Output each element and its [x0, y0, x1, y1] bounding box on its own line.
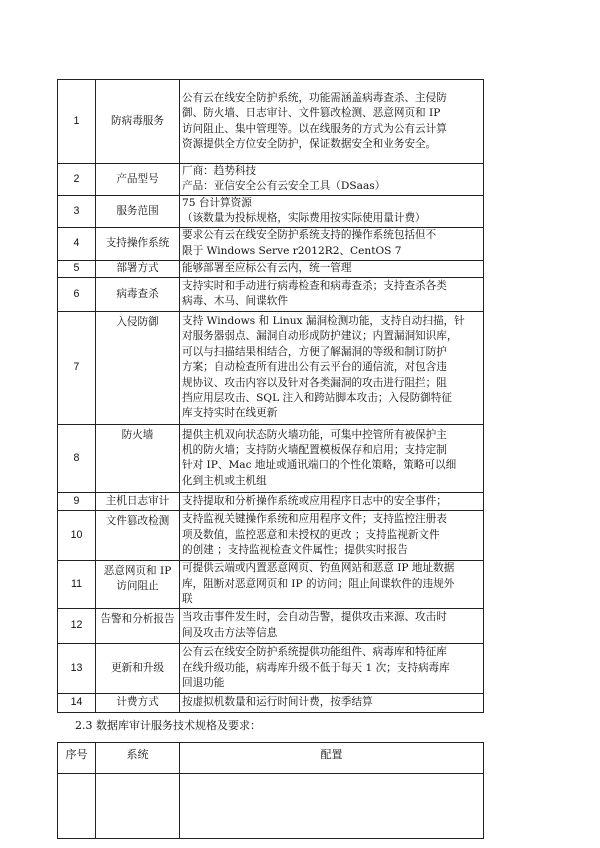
row-description-line: 对服务器弱点、漏洞自动形成防护建议；内置漏洞知识库， — [182, 330, 458, 343]
row-description-line: 针对 IP、Mac 地址或通讯端口的个性化策略，策略可以细 — [182, 459, 457, 472]
table-row — [58, 277, 484, 311]
row-name-line: 恶意网页和 IP — [103, 564, 172, 577]
table-row — [58, 643, 484, 693]
table-row — [58, 492, 484, 510]
row-description — [180, 80, 484, 164]
row-description-line: 提供主机双向状态防火墙功能，可集中控管所有被保护主 — [182, 428, 447, 441]
table-row — [58, 195, 484, 227]
row-description-line: 项及数值，监控恶意和未授权的更改 ；支持监视新文件 — [182, 528, 440, 541]
row-name-line: 入侵防御 — [116, 315, 159, 328]
table-row — [58, 510, 484, 560]
row-description-line: 能够部署至应标公有云内，统一管理 — [182, 262, 352, 275]
row-name — [96, 195, 180, 227]
row-description-line: 机的防火墙；支持防火墙配置模板保存和启用；支持定制 — [182, 443, 447, 456]
row-description-line: 厂商：趋势科技 — [182, 165, 257, 177]
row-description — [180, 510, 484, 560]
section-title: 2.3 数据库审计服务技术规格及要求： — [75, 719, 261, 732]
table-row — [58, 164, 484, 196]
row-description-line: 库支持实时在线更新 — [182, 407, 278, 420]
row-description-line: （该数量为投标规格，实际费用按实际使用量计费） — [182, 212, 426, 225]
row-description-line: 公有云在线安全防护系统提供功能组件、病毒库和特征库 — [182, 646, 447, 659]
row-description-line: 联 — [182, 593, 193, 606]
row-name-line: 部署方式 — [116, 262, 159, 275]
row-name — [96, 80, 180, 164]
table-row — [58, 260, 484, 277]
row-number: 7 — [58, 311, 96, 424]
row-description — [180, 608, 484, 643]
spec-table — [57, 79, 484, 713]
row-number: 13 — [58, 643, 96, 693]
row-description-line: 规协议、攻击内容以及针对各类漏洞的攻击进行阻拦；阻 — [182, 376, 447, 389]
row-name — [96, 311, 180, 424]
row-number: 6 — [58, 277, 96, 311]
row-description-line: 当攻击事件发生时，会自动告警，提供攻击来源、攻击时 — [182, 611, 447, 624]
row-description-line: 可提供云端或内置恶意网页、钓鱼网站和恶意 IP 地址数据 — [182, 562, 455, 575]
row-name — [96, 492, 180, 510]
row-description-line: 在线升级功能，病毒库升级不低于每天 1 次；支持病毒库 — [182, 661, 450, 674]
row-description-line: 限于 Windows Serve r2012R2、CentOS 7 — [182, 244, 402, 257]
row-description-line: 75 台计算资源 — [182, 196, 252, 209]
row-description-line: 病毒、木马、间谍软件 — [182, 295, 288, 308]
row-name — [96, 164, 180, 196]
row-number: 9 — [58, 492, 96, 510]
row-name — [96, 643, 180, 693]
table-row — [58, 80, 484, 164]
row-number: 11 — [58, 560, 96, 608]
header-system: 系统 — [96, 743, 180, 774]
table-row — [58, 693, 484, 712]
row-description — [180, 260, 484, 277]
row-name — [96, 227, 180, 260]
row-number: 8 — [58, 424, 96, 492]
row-description-line: 方案；自动检查所有进出公有云平台的通信流，对包含违 — [182, 361, 447, 374]
row-name-line: 产品型号 — [116, 172, 159, 185]
row-number: 5 — [58, 260, 96, 277]
row-name-line: 计费方式 — [116, 696, 159, 709]
row-name — [96, 277, 180, 311]
row-number: 3 — [58, 195, 96, 227]
row-description — [180, 164, 484, 196]
row-description — [180, 643, 484, 693]
row-description — [180, 195, 484, 227]
row-description — [180, 560, 484, 608]
row-description — [180, 424, 484, 492]
table-row — [58, 424, 484, 492]
row-name-line: 更新和升级 — [111, 661, 164, 674]
row-description — [180, 311, 484, 424]
row-description-line: 间及攻击方法等信息 — [182, 626, 278, 639]
table-row — [58, 608, 484, 643]
table-row — [58, 227, 484, 260]
row-description-line: 化到主机或主机组 — [182, 474, 267, 487]
row-description-line: 的创建 ；支持监视检查文件属性；提供实时报告 — [182, 544, 408, 557]
row-description — [180, 693, 484, 712]
row-name — [96, 560, 180, 608]
row-name-line: 服务范围 — [116, 204, 159, 217]
row-number: 14 — [58, 693, 96, 712]
row-description-line: 按虚拟机数量和运行时间计费，按季结算 — [182, 696, 373, 709]
row-description-line: 支持实时和手动进行病毒检查和病毒查杀；支持查杀各类 — [182, 279, 447, 292]
row-name — [96, 693, 180, 712]
row-name-line: 支持操作系统 — [105, 237, 170, 250]
empty-row — [58, 774, 484, 839]
row-name-line: 防病毒服务 — [111, 114, 164, 127]
row-description-line: 要求公有云在线安全防护系统支持的操作系统包括但不 — [182, 229, 437, 242]
row-number: 1 — [58, 80, 96, 164]
row-name-line: 病毒查杀 — [116, 287, 159, 300]
row-description-line: 支持监视关键操作系统和应用程序文件；支持监控注册表 — [182, 513, 447, 526]
row-name-line: 访问阻止 — [116, 580, 159, 593]
row-description — [180, 277, 484, 311]
table-header-row — [58, 743, 484, 774]
row-name — [96, 424, 180, 492]
row-description-line: 可以与扫描结果相结合，方便了解漏洞的等级和制订防护 — [182, 345, 447, 358]
row-description-line: 支持 Windows 和 Linux 漏洞检测功能，支持自动扫描，针 — [182, 314, 465, 327]
header-no: 序号 — [58, 743, 96, 774]
row-name-line: 告警和分析报告 — [100, 612, 175, 625]
table-row — [58, 311, 484, 424]
row-name — [96, 260, 180, 277]
table-row — [58, 560, 484, 608]
row-description-line: 挡应用层攻击、SQL 注入和跨站脚本攻击；入侵防御特征 — [182, 391, 452, 404]
row-number: 12 — [58, 608, 96, 643]
row-description — [180, 227, 484, 260]
row-number: 2 — [58, 164, 96, 196]
row-name-line: 文件篡改检测 — [105, 514, 170, 527]
row-name — [96, 608, 180, 643]
row-description-line: 御、防火墙、日志审计、文件篡改检测、恶意网页和 IP — [182, 107, 441, 120]
row-description-line: 访问阻止、集中管理等。以在线服务的方式为公有云计算 — [182, 122, 447, 135]
row-description-line: 资源提供全方位安全防护，保证数据安全和业务安全。 — [182, 137, 437, 150]
row-number: 4 — [58, 227, 96, 260]
header-config: 配置 — [180, 743, 484, 774]
row-name-line: 防火墙 — [121, 428, 154, 441]
row-name — [96, 510, 180, 560]
db-audit-table — [57, 742, 484, 839]
row-description-line: 公有云在线安全防护系统，功能需涵盖病毒查杀、主侵防 — [182, 91, 447, 104]
row-description-line: 回退功能 — [182, 677, 225, 690]
row-description-line: 支持提取和分析操作系统或应用程序日志中的安全事件； — [182, 494, 447, 507]
row-name-line: 主机日志审计 — [105, 494, 170, 507]
row-description-line: 库，阻断对恶意网页和 IP 的访问；阻止间谍软件的违规外 — [182, 577, 455, 590]
row-description-line: 产品：亚信安全公有云安全工具（DSaas） — [182, 180, 386, 193]
row-description — [180, 492, 484, 510]
row-number: 10 — [58, 510, 96, 560]
